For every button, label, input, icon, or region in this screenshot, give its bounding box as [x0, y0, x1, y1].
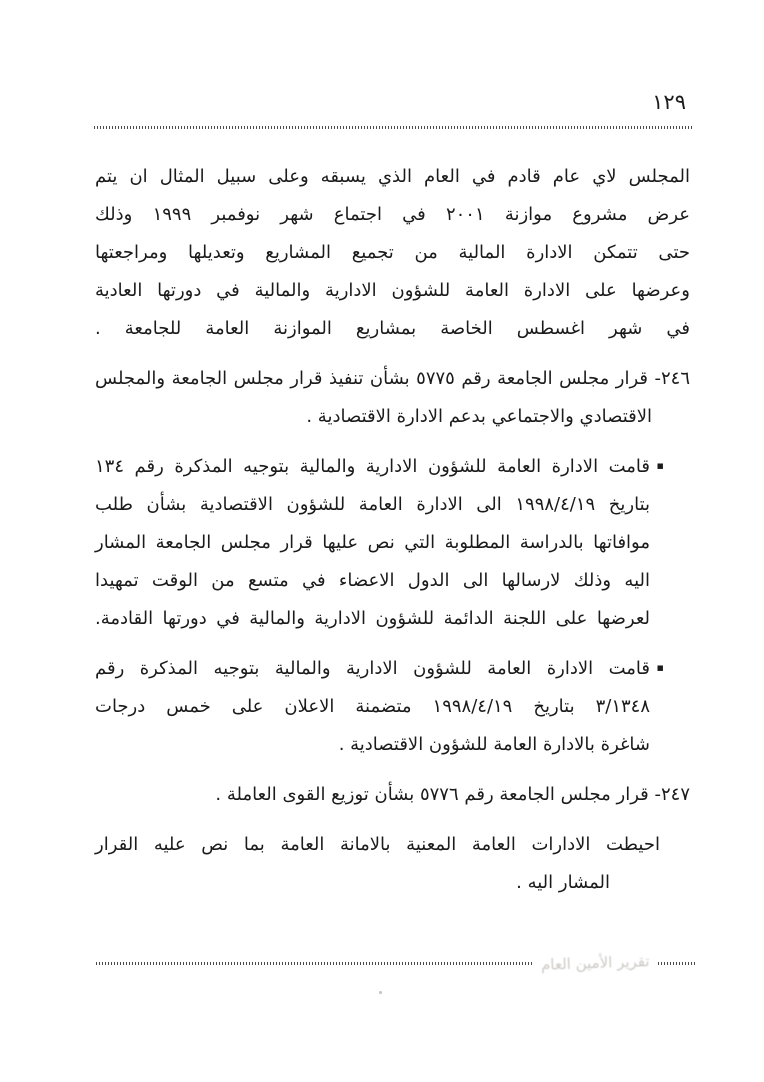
text-line: عرض مشروع موازنة ٢٠٠١ في اجتماع شهر نوفمبر ١٩٩٩ وذلك: [95, 204, 690, 225]
top-divider-rule: [94, 126, 692, 129]
paragraph: [95, 158, 690, 348]
bullet-item: [95, 448, 690, 638]
scan-artifact-dot: [379, 991, 382, 994]
text-line: ٢٤٧- قرار مجلس الجامعة رقم ٥٧٧٦ بشأن توزيع القوى العاملة .: [215, 784, 690, 805]
text-line: المشار اليه .: [516, 872, 610, 893]
text-line: وعرضها على الادارة العامة للشؤون الادارية والمالية في دورتها العادية: [95, 280, 690, 301]
paragraph: [95, 826, 690, 902]
text-line: في شهر اغسطس الخاصة بمشاريع الموازنة العامة للجامعة .: [95, 318, 690, 339]
text-line: الاقتصادي والاجتماعي بدعم الادارة الاقتصادية .: [306, 406, 652, 427]
text-line: اليه وذلك لارسالها الى الدول الاعضاء في متسع من الوقت تمهيدا: [95, 570, 650, 591]
text-line: شاغرة بالادارة العامة للشؤون الاقتصادية .: [338, 734, 650, 755]
decision-item: [95, 360, 690, 436]
text-line: قامت الادارة العامة للشؤون الادارية والمالية بتوجيه المذكرة رقم: [95, 658, 650, 679]
text-line: قامت الادارة العامة للشؤون الادارية والمالية بتوجيه المذكرة رقم ١٣٤: [95, 456, 650, 477]
text-line: ٣/١٣٤٨ بتاريخ ١٩٩٨/٤/١٩ متضمنة الاعلان على خمس درجات: [95, 696, 650, 717]
text-line: احيطت الادارات العامة المعنية بالامانة العامة بما نص عليه القرار: [95, 834, 660, 855]
bullet-item: [95, 650, 690, 764]
page-number: ١٢٩: [652, 90, 686, 114]
footer-handwritten-note: تقرير الأمين العام: [541, 952, 651, 974]
text-line: ٢٤٦- قرار مجلس الجامعة رقم ٥٧٧٥ بشأن تنفيذ قرار مجلس الجامعة والمجلس: [95, 368, 691, 389]
text-line: لعرضها على اللجنة الدائمة للشؤون الادارية والمالية في دورتها القادمة.: [95, 608, 650, 629]
decision-item: [95, 776, 690, 814]
footer: [96, 948, 696, 978]
text-line: حتى تتمكن الادارة المالية من تجميع المشاريع وتعديلها ومراجعتها: [95, 242, 690, 263]
footer-divider-rule-short: [658, 962, 696, 965]
text-line: موافاتها بالدراسة المطلوبة التي نص عليها قرار مجلس الجامعة المشار: [95, 532, 650, 553]
document-body: [95, 158, 690, 914]
bullet-square-icon: ▪: [656, 459, 664, 472]
bullet-square-icon: ▪: [656, 661, 664, 674]
text-line: المجلس لاي عام قادم في العام الذي يسبقه وعلى سبيل المثال ان يتم: [95, 166, 690, 187]
text-line: بتاريخ ١٩٩٨/٤/١٩ الى الادارة العامة للشؤون الاقتصادية بشأن طلب: [95, 494, 651, 515]
footer-divider-rule-long: [96, 962, 533, 965]
